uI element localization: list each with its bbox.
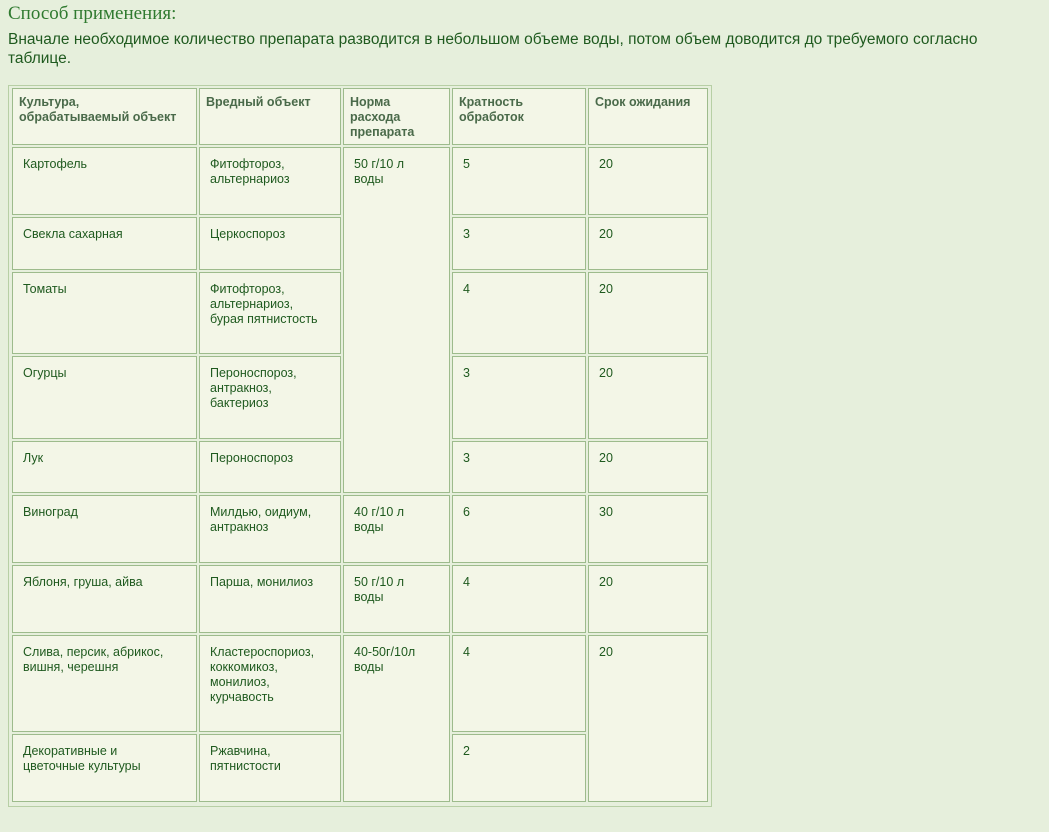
cell-frequency: 3 xyxy=(452,217,586,270)
cell-waiting-period: 20 xyxy=(588,635,708,802)
cell-rate: 50 г/10 л воды xyxy=(343,147,450,493)
cell-crop: Огурцы xyxy=(12,356,197,439)
cell-frequency: 5 xyxy=(452,147,586,215)
header-waiting-period: Срок ожидания xyxy=(588,88,708,145)
header-crop: Культура, обрабатываемый объект xyxy=(12,88,197,145)
cell-frequency: 4 xyxy=(452,635,586,732)
cell-pest: Кластероспориоз, коккомикоз, монилиоз, курчавость xyxy=(199,635,341,732)
cell-crop: Виноград xyxy=(12,495,197,563)
section-heading: Способ применения: xyxy=(8,3,177,24)
cell-rate: 50 г/10 л воды xyxy=(343,565,450,633)
cell-pest: Ржавчина, пятнистости xyxy=(199,734,341,802)
intro-text: Вначале необходимое количество препарата разводится в небольшом объеме воды, потом объем доводится до требуемого согласно таблице. xyxy=(8,31,978,67)
cell-frequency: 6 xyxy=(452,495,586,563)
cell-waiting-period: 20 xyxy=(588,441,708,493)
cell-rate: 40 г/10 л воды xyxy=(343,495,450,563)
cell-crop: Слива, персик, абрикос, вишня, черешня xyxy=(12,635,197,732)
cell-frequency: 3 xyxy=(452,441,586,493)
cell-frequency: 3 xyxy=(452,356,586,439)
cell-crop: Свекла сахарная xyxy=(12,217,197,270)
application-table xyxy=(8,85,712,807)
header-frequency: Кратность обработок xyxy=(452,88,586,145)
cell-frequency: 4 xyxy=(452,565,586,633)
cell-waiting-period: 30 xyxy=(588,495,708,563)
cell-waiting-period: 20 xyxy=(588,272,708,354)
cell-frequency: 4 xyxy=(452,272,586,354)
header-rate: Норма расхода препарата xyxy=(343,88,450,145)
cell-rate: 40-50г/10л воды xyxy=(343,635,450,802)
cell-crop: Томаты xyxy=(12,272,197,354)
cell-crop: Декоративные и цветочные культуры xyxy=(12,734,197,802)
cell-pest: Пероноспороз xyxy=(199,441,341,493)
cell-crop: Картофель xyxy=(12,147,197,215)
cell-waiting-period: 20 xyxy=(588,147,708,215)
cell-pest: Фитофтороз, альтернариоз xyxy=(199,147,341,215)
cell-waiting-period: 20 xyxy=(588,217,708,270)
cell-pest: Фитофтороз, альтернариоз, бурая пятнистость xyxy=(199,272,341,354)
cell-pest: Парша, монилиоз xyxy=(199,565,341,633)
cell-waiting-period: 20 xyxy=(588,565,708,633)
header-pest: Вредный объект xyxy=(199,88,341,145)
cell-waiting-period: 20 xyxy=(588,356,708,439)
cell-crop: Лук xyxy=(12,441,197,493)
cell-pest: Милдью, оидиум, антракноз xyxy=(199,495,341,563)
cell-crop: Яблоня, груша, айва xyxy=(12,565,197,633)
cell-frequency: 2 xyxy=(452,734,586,802)
cell-pest: Пероноспороз, антракноз, бактериоз xyxy=(199,356,341,439)
cell-pest: Церкоспороз xyxy=(199,217,341,270)
